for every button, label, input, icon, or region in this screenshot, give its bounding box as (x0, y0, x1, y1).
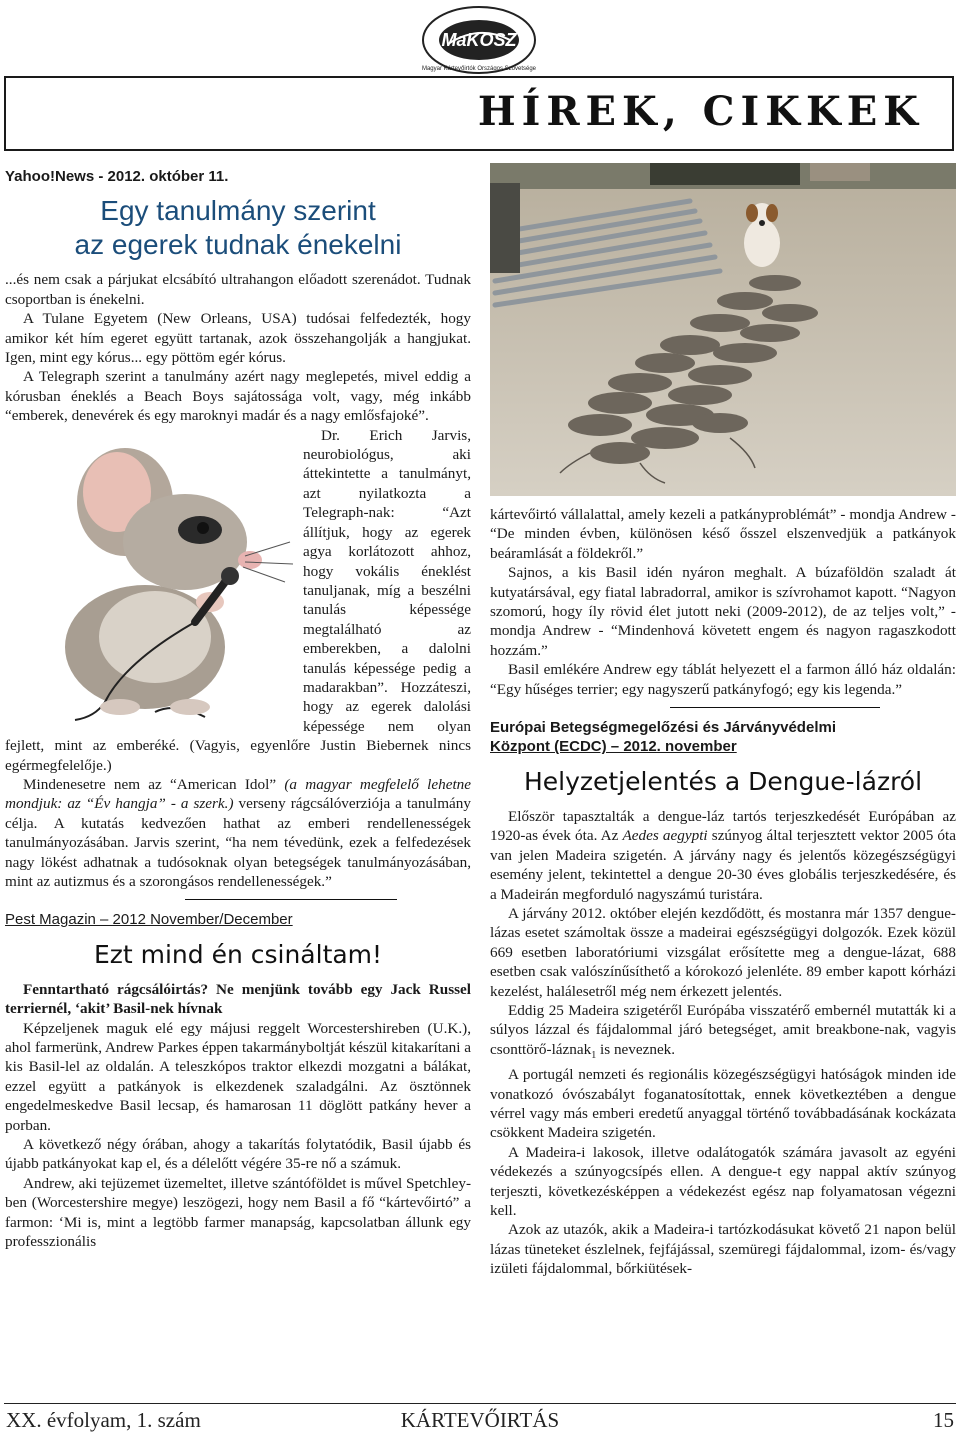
article2-paragraph: A következő négy órában, ahogy a takarítás folytatódik, Basil újabb és újabb patkányokat kap el, és a délelőtt végére 35-re nő a számuk. (5, 1136, 471, 1173)
article3-p3-text: Eddig 25 Madeira szigetéről Európába visszatérő embernél mutatták ki a súlyos lázzal és fájdalommal járó betegséget, amit breakbone-nak, vagyis csonttörő-láznak (490, 1001, 956, 1058)
article2-headline: Ezt mind én csináltam! (93, 939, 383, 969)
article3-p1-text: Először tapasztalták a dengue-láz tartós terjeszkedését Európában az 1920-as évek óta. Az (490, 807, 956, 845)
article3-source-line1: Európai Betegségmegelőzési és Járványvédelmi (490, 719, 836, 737)
article1-source: Yahoo!News - 2012. október 11. (5, 168, 229, 185)
article3-p3-text: is neveznek. (596, 1040, 676, 1058)
article1-p5-editor-note: (a magyar megfelelő lehetne mondjuk: az “Év hangja” - a szerk.) (5, 775, 471, 813)
section-title: HÍREK, CIKKEK (477, 88, 924, 135)
article3-paragraph (490, 807, 956, 904)
footer-journal-name: KÁRTEVŐIRTÁS (400, 1408, 560, 1432)
article2-paragraph: Sajnos, a kis Basil idén nyáron meghalt. A búzaföldön szaladt át kutyatársával, egy fiatal labradorral, amikor is szívrohamot kapott. “Nagyon szomorú, hogy íly rövid élet jutott neki (2009-2012), de az teljes volt,” - mondja Andrew - “Mindenhová követett engem és nagyon ragaszkodott hozzám.” (490, 564, 956, 659)
makosz-logo (420, 4, 538, 76)
article2-lead: Fenntartható rágcsálóirtás? Ne menjünk tovább egy Jack Russel terriernél, ‘akit’ Basil-nek hívnak (5, 980, 471, 1018)
article1-p5-text: verseny rágcsálóverziója a tanulmány célja. A kutatás kedvezően hathat az emberi rendellenességek tanulmányozásában. Jarvis szerint, “ha nem tévedünk, ezek a felfedezések nagy lökést adhatnak a tudósoknak olyan betegségek tanulmányozásában, mint az autizmus és a szorongásos rendellenességek.” (5, 795, 471, 890)
article1-headline-line1: Egy tanulmány szerint (100, 195, 376, 227)
svg-text:MaKOSZ: MaKOSZ (441, 30, 517, 50)
article1-paragraph: ...és nem csak a párjukat elcsábító ultrahangon előadott szerenádot. Tudnak csoportban is énekelni. (5, 271, 471, 308)
article3-paragraph (490, 1001, 956, 1065)
divider (185, 899, 397, 900)
article3-headline: Helyzetjelentés a Dengue-lázról (523, 766, 923, 796)
article1-paragraph: A Telegraph szerint a tanulmány azért nagy meglepetés, mivel eddig a kórusban éneklés a Beach Boys sajátossága volt, vagy, még inkább “emberek, denevérek és egy maroknyi madár és a nagy emlősfajoké”. (5, 368, 471, 425)
article1-headline-line2: az egerek tudnak énekelni (74, 229, 402, 261)
article2-paragraph: Képzeljenek maguk elé egy májusi reggelt Worcestershireben (U.K.), ahol farmerünk, Andrew Parkes éppen takarmányboltját készül kitakarítani a kis Basil-lel az oldalán. A teleszkópos traktor elkezdi mozgatni a bálákat, ezzel együtt a patkányok is elkezdenek szaladgálni. Az ösztönnek engedelmeskedve Basil lecsap, és hamarosan 11 döglött patkány hever a porban. (5, 1019, 472, 1134)
article1-headline (5, 194, 471, 262)
article2-paragraph: Basil emlékére Andrew egy táblát helyezett el a farmon álló ház oldalán: “Egy hűséges terrier; egy nagyszerű patkányfogó; egy kis legenda.” (490, 661, 956, 698)
article1-paragraph: A Tulane Egyetem (New Orleans, USA) tudósai felfedezték, hogy amikor két hím egeret együtt tartanak, azok összehangolják a hangjukat. Igen, mint egy kórus... egy pöttöm egér kórus. (5, 310, 471, 367)
article3-p1-text: szúnyog által terjesztett vektor 2005 óta van jelen Madeira szigetén. A járvány nagy és jelentős közegészségügyi esemény jelent, tekintettel a dengue 20-30 éves globális terjeszkedésére, és a Madeirán megforduló nagyszámú turistára. (490, 827, 956, 903)
article2-paragraph: Andrew, aki tejüzemet üzemeltet, illetve szántóföldet is művel Spetchley-ben (Worcestershire megye) leszögezi, hogy nem Basil a fő “kártevőirtó” a farmon: ‘Mi is, mint a legtöbb farmer manapság, kapcsolatban állunk egy professzionális (5, 1174, 471, 1251)
right-column (490, 505, 956, 1279)
singing-mouse-image (5, 432, 295, 722)
dog-with-rats-photo (490, 163, 956, 496)
footer-issue: XX. évfolyam, 1. szám (6, 1408, 201, 1432)
article3-source-line2: Központ (ECDC) – 2012. november (490, 738, 737, 756)
footer-page-number: 15 (933, 1408, 954, 1432)
article3-paragraph: A Madeira-i lakosok, illetve odalátogatók számára javasolt az egyéni védekezés a szúnyogcsípés ellen. A dengue-t egy nappal aktív szúnyog terjeszti, következésképpen a védekezést egész nap folyamatosan végezni kell. (490, 1143, 956, 1220)
article3-source (490, 718, 956, 757)
article1-paragraph (5, 775, 471, 891)
article2-source: Pest Magazin – 2012 November/December (5, 911, 293, 929)
footnote-marker: 1 (591, 1049, 597, 1061)
section-header (4, 76, 954, 151)
article1-p5-text: Mindenesetre nem az “American Idol” (23, 775, 285, 793)
article3-paragraph: A járvány 2012. október elején kezdődött, és mostanra már 1357 dengue-lázas esetet számoltak össze a madeirai egészségügyi dolgozók. Ezek közül 669 esetben laboratóriumi vizsgálat erősítette meg a dengue-lázat, 688 esetben csak valószínűsíthető a kórokozó jelenléte. 89 ember kapott kórházi kezelést, halálesetről még nem érkezett jelentés. (490, 904, 956, 1000)
svg-text:Magyar Kártevőirtók Országos S: Magyar Kártevőirtók Országos Szövetsége (421, 66, 537, 72)
left-column (5, 163, 471, 1252)
footer-rule (4, 1403, 956, 1404)
article2-paragraph: kártevőirtó vállalattal, amely kezeli a patkányproblémát” - mondja Andrew - “De minden évben, különösen késő ősszel elszenvedjük a patkányok beáramlását a földekről.” (490, 506, 956, 562)
article1-paragraph: Dr. Erich Jarvis, neurobiológus, aki áttekintette a tanulmányt, azt nyilatkozta a Telegraph-nak: “Azt állítjuk, hogy az egerek agya korlátozott ahhoz, hogy vokális éneklést tanuljanak, míg a beszélni tanulás képessége megtalálható az emberekben, a dalolni tanulás képessége pedig a madarakban”. Hozzáteszi, hogy az egerek dalolási képessége nem olyan fejlett, mint az emberéké. (Vagyis, egyenlőre Justin Biebernek nincs egérmegfelelője.) (5, 426, 471, 774)
divider (670, 707, 880, 708)
article3-paragraph: A portugál nemzeti és regionális közegészségügyi hatóságok minden ide vonatkozó óvószabályt foganatosítottak, ennek következtében a dengue vérrel vagy más emberi eredetű anyaggal történő továbbadásának kockázata csökkent Madeira szigetén. (490, 1066, 956, 1142)
article3-paragraph: Azok az utazók, akik a Madeira-i tartózkodásukat követő 21 napon belül lázas tüneteket észlelnek, fejfájással, szemüregi fájdalommal, izom- és/vagy izületi fájdalommal, bőrkiütések- (490, 1221, 956, 1278)
article3-p1-species: Aedes aegypti (622, 827, 708, 845)
